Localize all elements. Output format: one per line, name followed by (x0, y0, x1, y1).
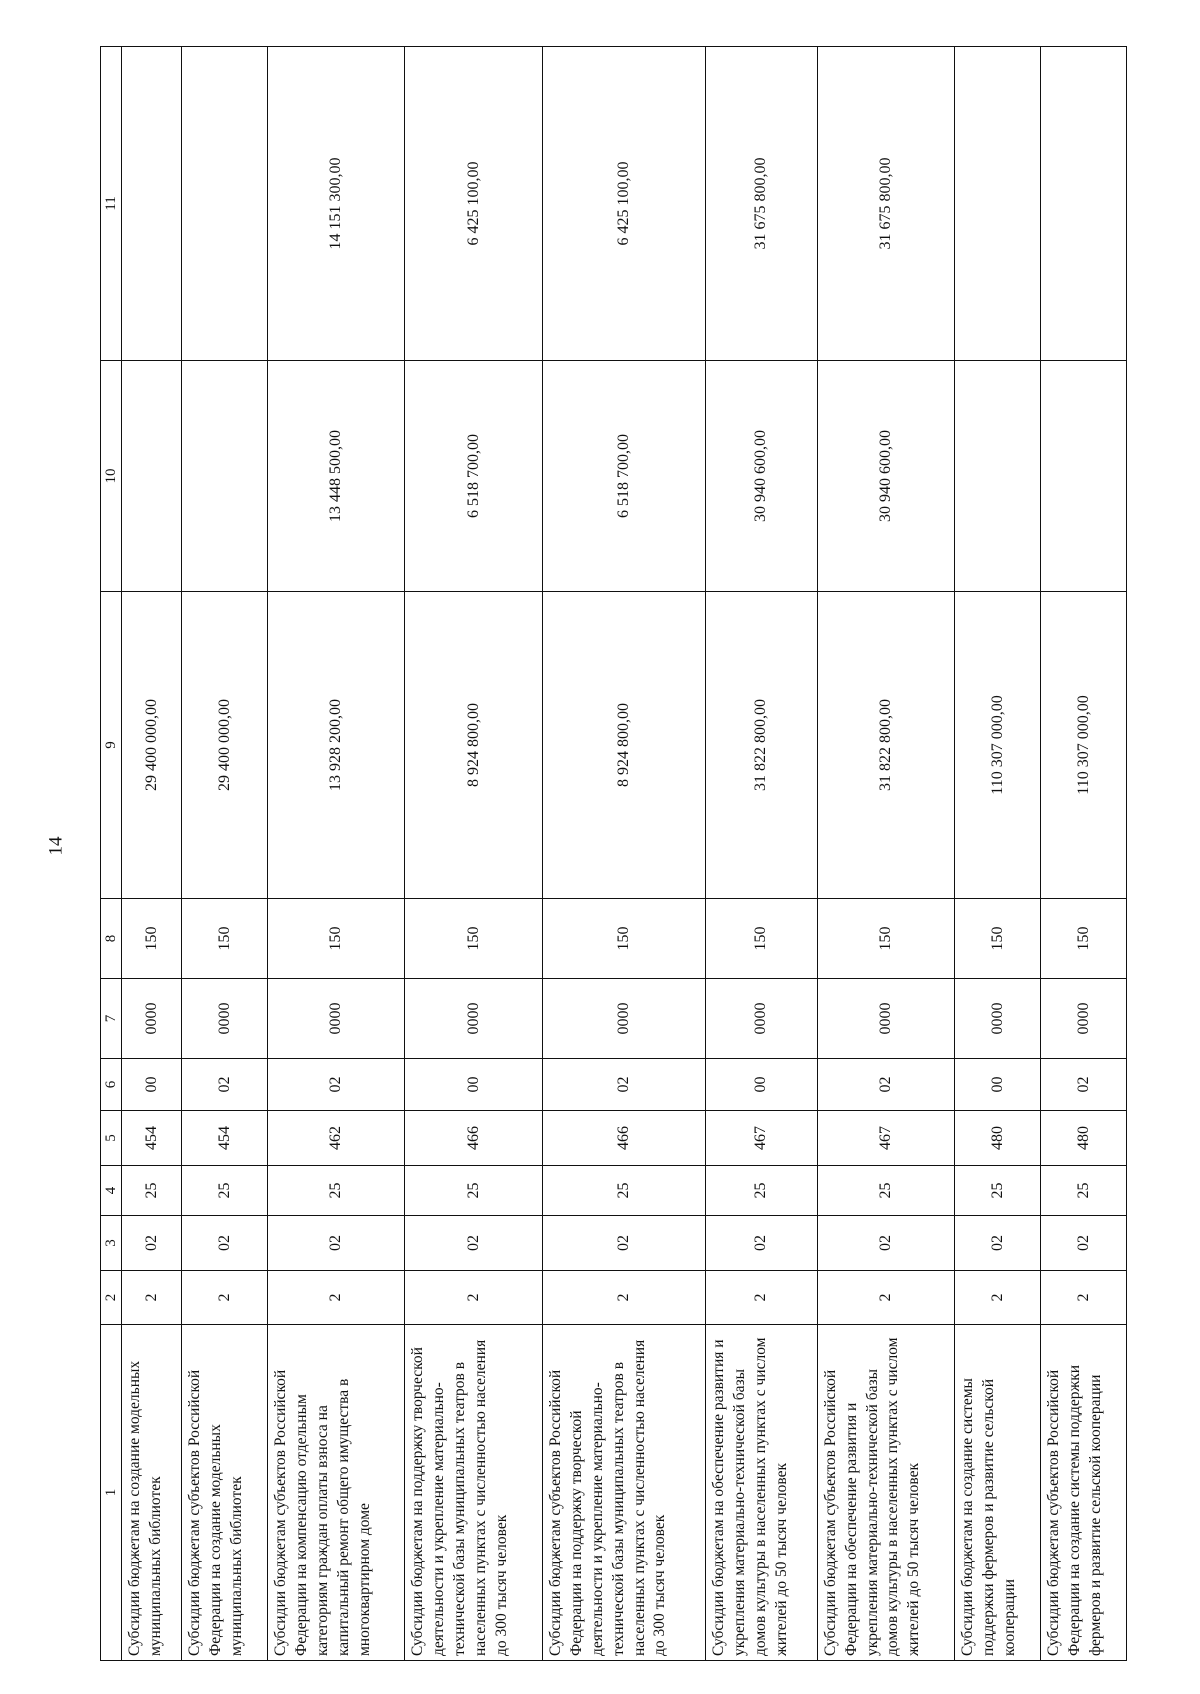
cell-code: 02 (122, 1216, 182, 1271)
table-row (955, 47, 1041, 1661)
row-description: Субсидии бюджетам субъектов Российской Федерации на создание системы поддержки фермеров и развитие сельской кооперации (1041, 1325, 1127, 1661)
cell-code: 466 (405, 1111, 542, 1166)
cell-amount (955, 47, 1041, 361)
cell-code: 2 (542, 1271, 705, 1325)
cell-amount (182, 47, 268, 361)
cell-code: 454 (182, 1111, 268, 1166)
cell-code: 466 (542, 1111, 705, 1166)
column-number: 10 (101, 361, 122, 592)
cell-code: 150 (405, 899, 542, 979)
cell-code: 02 (405, 1216, 542, 1271)
cell-code: 2 (1041, 1271, 1127, 1325)
cell-code: 0000 (405, 979, 542, 1059)
cell-code: 25 (817, 1166, 954, 1216)
column-number: 2 (101, 1271, 122, 1325)
cell-code: 02 (1041, 1216, 1127, 1271)
row-description: Субсидии бюджетам на поддержку творческой деятельности и укрепление материально-технической базы муниципальных театров в населенных пунктах с численностью населения до 300 тысяч человек (405, 1325, 542, 1661)
cell-code: 02 (182, 1059, 268, 1111)
cell-code: 02 (542, 1216, 705, 1271)
cell-amount (122, 361, 182, 592)
cell-code: 02 (817, 1216, 954, 1271)
cell-code: 150 (542, 899, 705, 979)
cell-code: 02 (182, 1216, 268, 1271)
cell-code: 454 (122, 1111, 182, 1166)
cell-code: 150 (1041, 899, 1127, 979)
cell-code: 0000 (268, 979, 405, 1059)
cell-code: 150 (182, 899, 268, 979)
cell-code: 2 (268, 1271, 405, 1325)
table-row (405, 47, 542, 1661)
column-number: 9 (101, 592, 122, 899)
row-description: Субсидии бюджетам на создание системы поддержки фермеров и развитие сельской кооперации (955, 1325, 1041, 1661)
cell-code: 00 (405, 1059, 542, 1111)
cell-code: 25 (1041, 1166, 1127, 1216)
cell-code: 02 (1041, 1059, 1127, 1111)
cell-code: 02 (268, 1216, 405, 1271)
cell-code: 2 (182, 1271, 268, 1325)
cell-amount: 31 675 800,00 (817, 47, 954, 361)
cell-code: 02 (706, 1216, 818, 1271)
row-description: Субсидии бюджетам субъектов Российской Федерации на компенсацию отдельным категориям граждан оплаты взноса на капитальный ремонт общего имущества в многоквартирном доме (268, 1325, 405, 1661)
page-number: 14 (45, 836, 67, 856)
cell-amount: 31 822 800,00 (817, 592, 954, 899)
cell-code: 467 (706, 1111, 818, 1166)
table-row (706, 47, 818, 1661)
cell-amount (955, 361, 1041, 592)
cell-amount: 6 425 100,00 (542, 47, 705, 361)
table-row (122, 47, 182, 1661)
cell-code: 00 (122, 1059, 182, 1111)
cell-amount: 31 822 800,00 (706, 592, 818, 899)
column-number: 11 (101, 47, 122, 361)
cell-amount: 13 448 500,00 (268, 361, 405, 592)
column-number: 5 (101, 1111, 122, 1166)
cell-amount: 30 940 600,00 (817, 361, 954, 592)
cell-code: 2 (706, 1271, 818, 1325)
cell-code: 150 (706, 899, 818, 979)
cell-amount: 110 307 000,00 (1041, 592, 1127, 899)
cell-code: 467 (817, 1111, 954, 1166)
cell-code: 0000 (706, 979, 818, 1059)
cell-amount (1041, 361, 1127, 592)
cell-code: 0000 (122, 979, 182, 1059)
cell-amount (122, 47, 182, 361)
table-row (182, 47, 268, 1661)
cell-amount: 13 928 200,00 (268, 592, 405, 899)
row-description: Субсидии бюджетам на обеспечение развития и укрепления материально-технической базы домов культуры в населенных пунктах с числом жителей до 50 тысяч человек (706, 1325, 818, 1661)
cell-code: 0000 (542, 979, 705, 1059)
rotated-table-container (100, 47, 1127, 1661)
column-number: 4 (101, 1166, 122, 1216)
cell-amount: 29 400 000,00 (122, 592, 182, 899)
cell-amount: 8 924 800,00 (405, 592, 542, 899)
cell-code: 25 (122, 1166, 182, 1216)
cell-code: 25 (182, 1166, 268, 1216)
cell-code: 0000 (1041, 979, 1127, 1059)
table-row (1041, 47, 1127, 1661)
cell-amount: 6 425 100,00 (405, 47, 542, 361)
cell-code: 150 (122, 899, 182, 979)
column-number: 3 (101, 1216, 122, 1271)
cell-code: 25 (405, 1166, 542, 1216)
cell-code: 150 (955, 899, 1041, 979)
row-description: Субсидии бюджетам субъектов Российской Федерации на поддержку творческой деятельности и укрепление материально-технической базы муниципальных театров в населенных пунктах с численностью населения до 300 тысяч человек (542, 1325, 705, 1661)
cell-code: 150 (817, 899, 954, 979)
cell-amount: 6 518 700,00 (405, 361, 542, 592)
cell-code: 0000 (182, 979, 268, 1059)
column-number: 6 (101, 1059, 122, 1111)
table-row (542, 47, 705, 1661)
row-description: Субсидии бюджетам субъектов Российской Федерации на обеспечение развития и укрепления материально-технической базы домов культуры в населенных пунктах с числом жителей до 50 тысяч человек (817, 1325, 954, 1661)
cell-code: 00 (706, 1059, 818, 1111)
cell-amount (182, 361, 268, 592)
cell-amount: 31 675 800,00 (706, 47, 818, 361)
cell-code: 2 (955, 1271, 1041, 1325)
cell-amount (1041, 47, 1127, 361)
cell-code: 00 (955, 1059, 1041, 1111)
row-description: Субсидии бюджетам субъектов Российской Федерации на создание модельных муниципальных библиотек (182, 1325, 268, 1661)
cell-code: 25 (542, 1166, 705, 1216)
cell-code: 02 (542, 1059, 705, 1111)
cell-code: 25 (955, 1166, 1041, 1216)
cell-code: 150 (268, 899, 405, 979)
row-description: Субсидии бюджетам на создание модельных муниципальных библиотек (122, 1325, 182, 1661)
cell-code: 02 (268, 1059, 405, 1111)
cell-amount: 6 518 700,00 (542, 361, 705, 592)
cell-code: 2 (817, 1271, 954, 1325)
cell-code: 480 (1041, 1111, 1127, 1166)
cell-code: 02 (955, 1216, 1041, 1271)
cell-code: 2 (405, 1271, 542, 1325)
column-number: 1 (101, 1325, 122, 1661)
table-row (268, 47, 405, 1661)
cell-code: 25 (268, 1166, 405, 1216)
cell-code: 02 (817, 1059, 954, 1111)
cell-code: 0000 (817, 979, 954, 1059)
column-numbers-row (101, 47, 122, 1661)
cell-amount: 30 940 600,00 (706, 361, 818, 592)
cell-amount: 110 307 000,00 (955, 592, 1041, 899)
cell-amount: 29 400 000,00 (182, 592, 268, 899)
table-row (817, 47, 954, 1661)
cell-code: 2 (122, 1271, 182, 1325)
column-number: 7 (101, 979, 122, 1059)
cell-code: 480 (955, 1111, 1041, 1166)
column-number: 8 (101, 899, 122, 979)
cell-code: 462 (268, 1111, 405, 1166)
cell-amount: 14 151 300,00 (268, 47, 405, 361)
cell-code: 25 (706, 1166, 818, 1216)
cell-code: 0000 (955, 979, 1041, 1059)
budget-table (100, 46, 1127, 1661)
cell-amount: 8 924 800,00 (542, 592, 705, 899)
